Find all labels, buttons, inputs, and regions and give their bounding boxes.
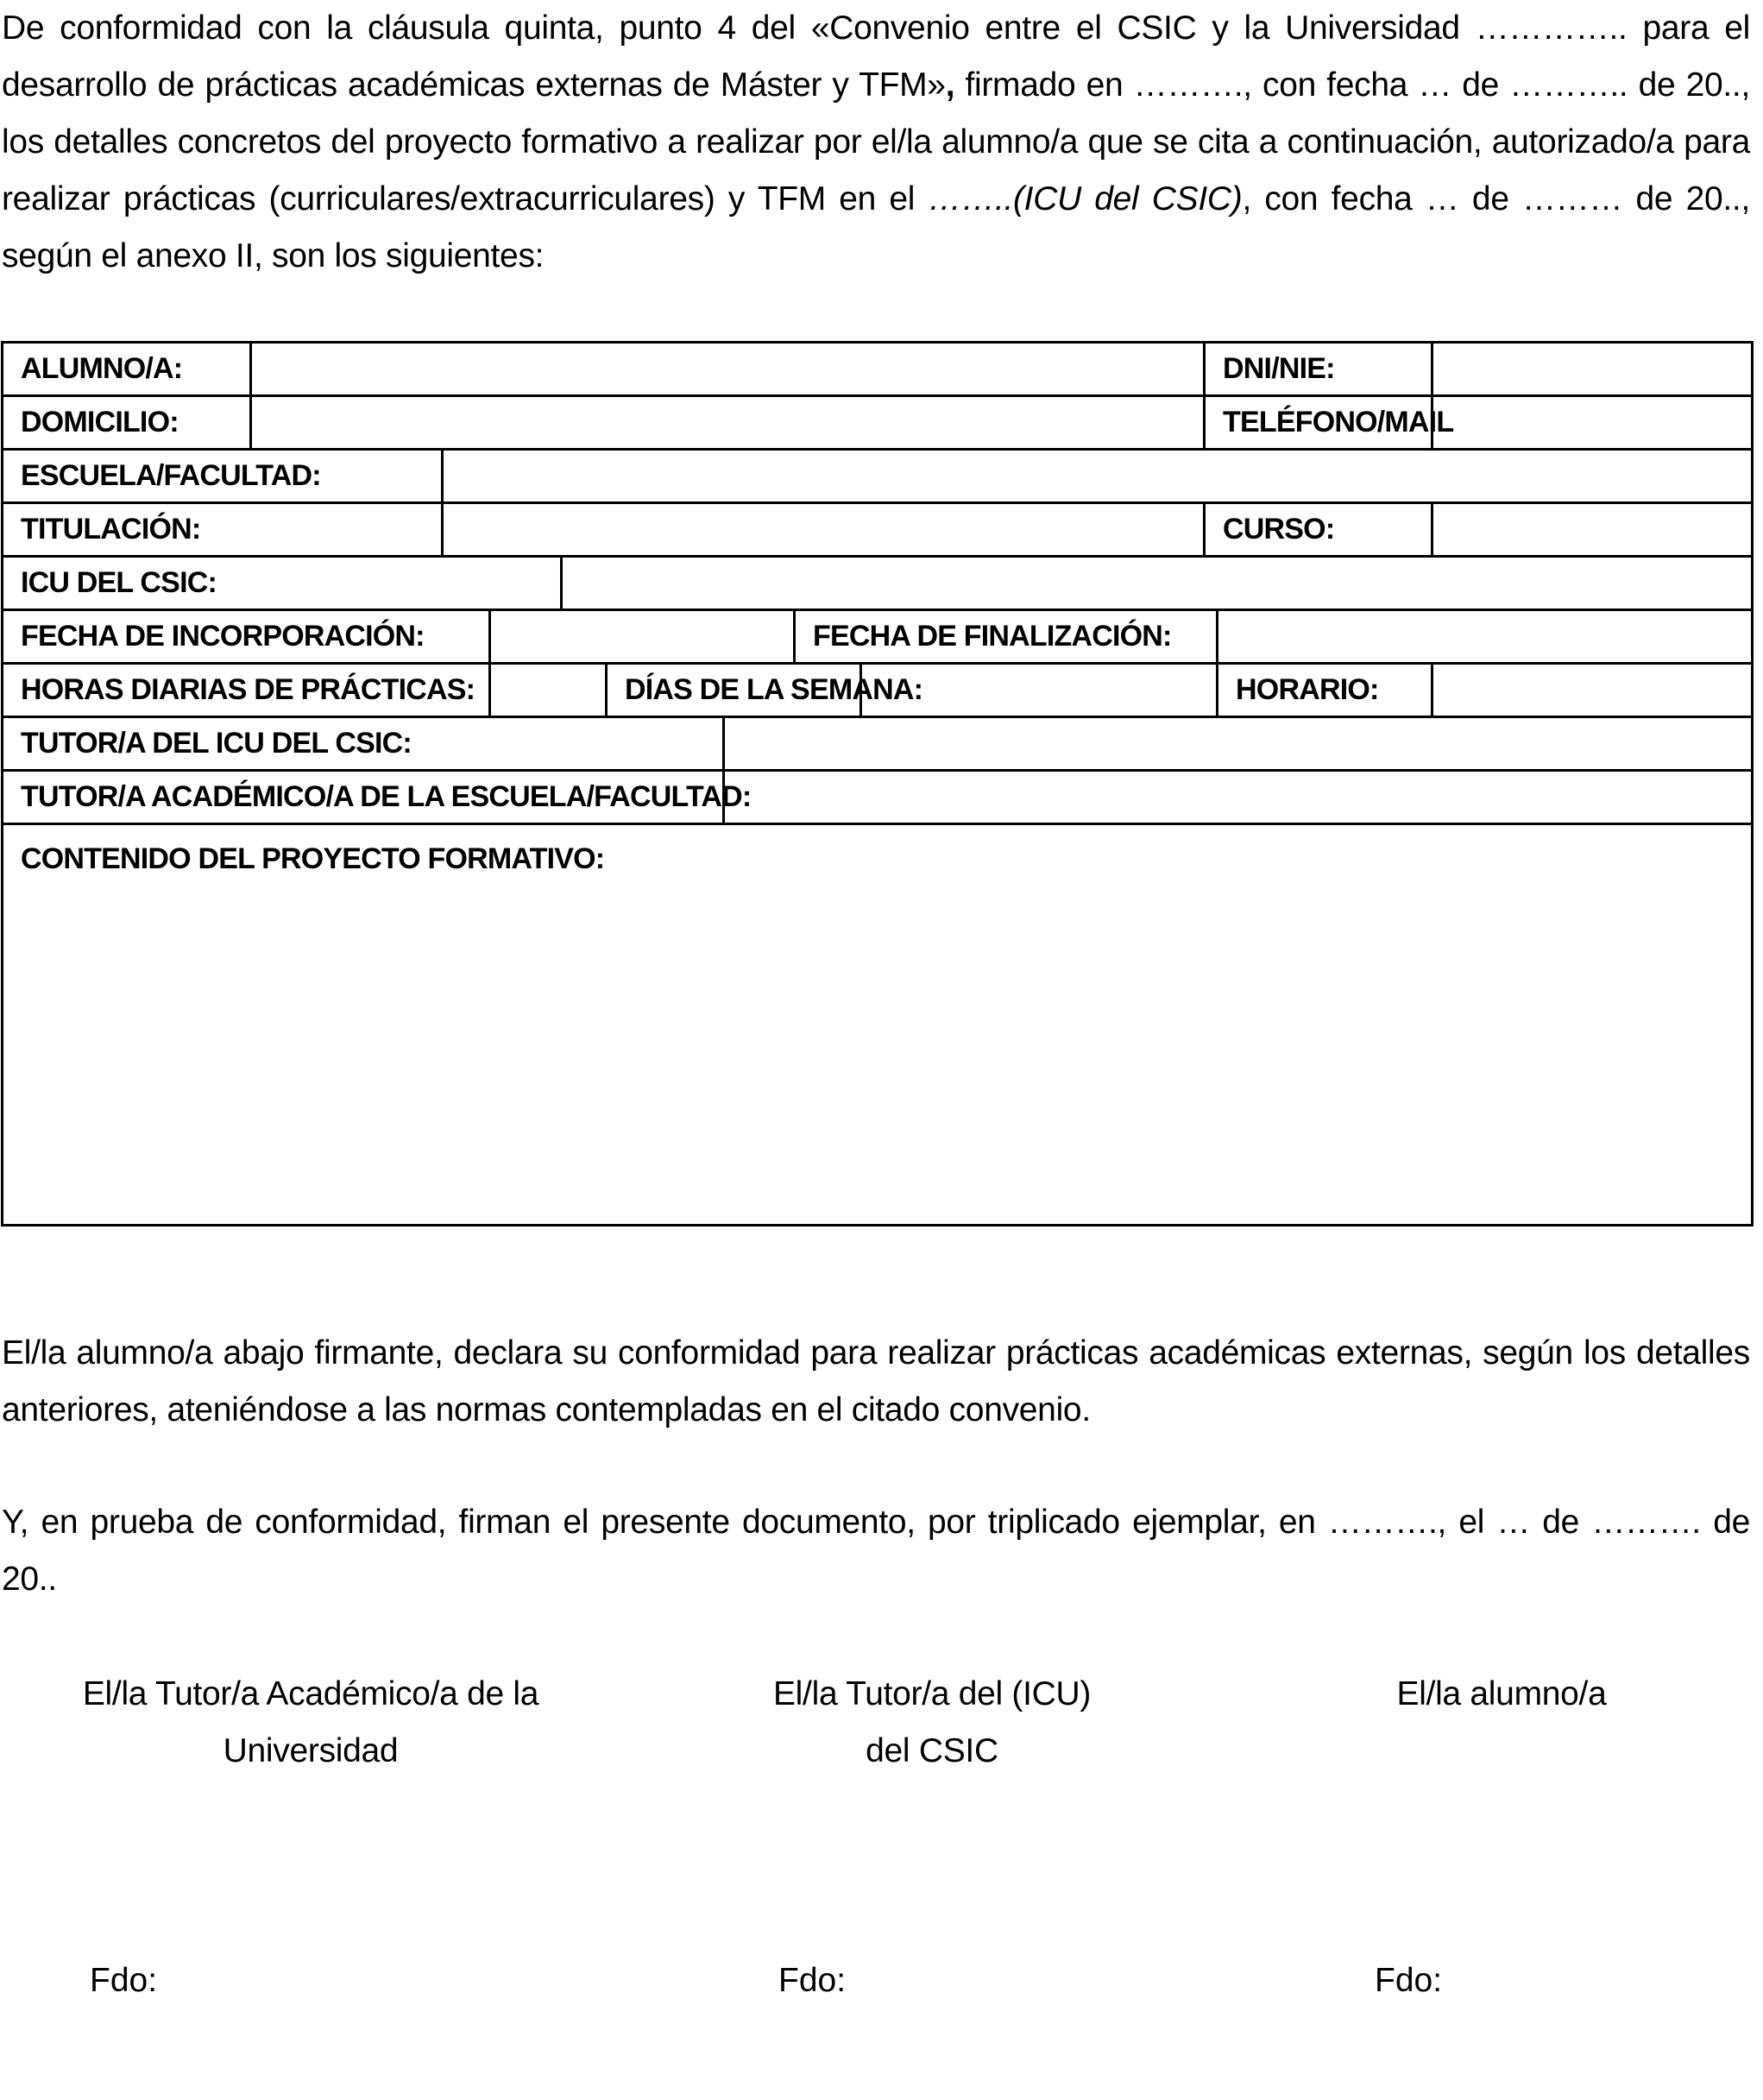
label-tutor-icu: TUTOR/A DEL ICU DEL CSIC:	[3, 717, 724, 771]
field-curso[interactable]	[1432, 503, 1753, 557]
student-data-form	[1, 341, 1754, 1227]
label-domicilio: DOMICILIO:	[3, 396, 251, 450]
field-fecha-finalizacion[interactable]	[1218, 610, 1753, 664]
signature-icu-line2: del CSIC	[866, 1732, 998, 1769]
field-fecha-incorporacion[interactable]	[490, 610, 795, 664]
label-escuela: ESCUELA/FACULTAD:	[3, 450, 443, 503]
intro-text-1: De conformidad con la cláusula quinta, punto 4 del «Convenio entre el CSIC y la Universidad ………….. para el desarrollo de prácticas académicas externas de Máster y TFM»	[2, 9, 1750, 104]
label-telefono: TELÉFONO/MAIL	[1205, 396, 1432, 450]
fdo-icu-tutor: Fdo:	[778, 1962, 847, 1999]
field-titulacion[interactable]	[443, 503, 1205, 557]
intro-paragraph	[2, 0, 1750, 285]
fdo-academic-tutor: Fdo:	[90, 1962, 158, 1999]
intro-text-2: firmado en ………., con fecha … de ……….. de 20.., los detalles concretos del proyecto formativo a realizar por el/la alumno/a que se cita a continuación, autorizado/a para realizar prácticas (curriculares/extracurriculares) y TFM en el	[2, 66, 1751, 218]
field-dni[interactable]	[1432, 343, 1753, 396]
field-alumno[interactable]	[251, 343, 1205, 396]
field-telefono[interactable]	[1432, 396, 1753, 450]
field-icu[interactable]	[562, 557, 1753, 610]
field-escuela[interactable]	[443, 450, 1753, 503]
fdo-student: Fdo:	[1375, 1962, 1443, 1999]
intro-text-3: , con fecha … de ……… de 20.., según el anexo II, son los siguientes:	[2, 180, 1750, 274]
label-titulacion: TITULACIÓN:	[3, 503, 443, 557]
field-tutor-academico[interactable]	[724, 771, 1753, 824]
field-domicilio[interactable]	[251, 396, 1205, 450]
label-fecha-finalizacion: FECHA DE FINALIZACIÓN:	[795, 610, 1218, 664]
signature-academic-line1: El/la Tutor/a Académico/a de la	[82, 1675, 539, 1712]
label-curso: CURSO:	[1205, 503, 1432, 557]
signature-icu-line1: El/la Tutor/a del (ICU)	[772, 1675, 1092, 1712]
declaration-paragraph: El/la alumno/a abajo firmante, declara su conformidad para realizar prácticas académicas externas, según los detalles anteriores, ateniéndose a las normas contempladas en el citado convenio.	[2, 1334, 1750, 1428]
label-dni: DNI/NIE:	[1205, 343, 1432, 396]
label-icu: ICU DEL CSIC:	[3, 557, 562, 610]
field-contenido-proyecto[interactable]	[3, 824, 1753, 1226]
label-alumno: ALUMNO/A:	[3, 343, 251, 396]
closing-paragraph: Y, en prueba de conformidad, firman el presente documento, por triplicado ejemplar, en ………., el … de ………. de 20..	[2, 1504, 1750, 1598]
label-contenido: CONTENIDO DEL PROYECTO FORMATIVO:	[21, 842, 605, 875]
signature-student	[1320, 1666, 1683, 1723]
label-dias-semana: DÍAS DE LA SEMANA:	[607, 664, 861, 717]
label-horario: HORARIO:	[1218, 664, 1432, 717]
signature-icu-tutor	[673, 1666, 1191, 1780]
intro-bold-comma: ,	[945, 66, 955, 104]
label-fecha-incorporacion: FECHA DE INCORPORACIÓN:	[3, 610, 490, 664]
label-tutor-academico: TUTOR/A ACADÉMICO/A DE LA ESCUELA/FACULTAD:	[3, 771, 724, 824]
intro-icu-italic: ……..(ICU del CSIC)	[928, 180, 1243, 218]
signature-academic-line2: Universidad	[223, 1732, 399, 1769]
field-horas-diarias[interactable]	[490, 664, 607, 717]
field-horario[interactable]	[1432, 664, 1753, 717]
signature-student-line: El/la alumno/a	[1396, 1675, 1607, 1712]
label-horas-diarias: HORAS DIARIAS DE PRÁCTICAS:	[3, 664, 490, 717]
signature-academic-tutor	[35, 1666, 587, 1780]
field-tutor-icu[interactable]	[724, 717, 1753, 771]
